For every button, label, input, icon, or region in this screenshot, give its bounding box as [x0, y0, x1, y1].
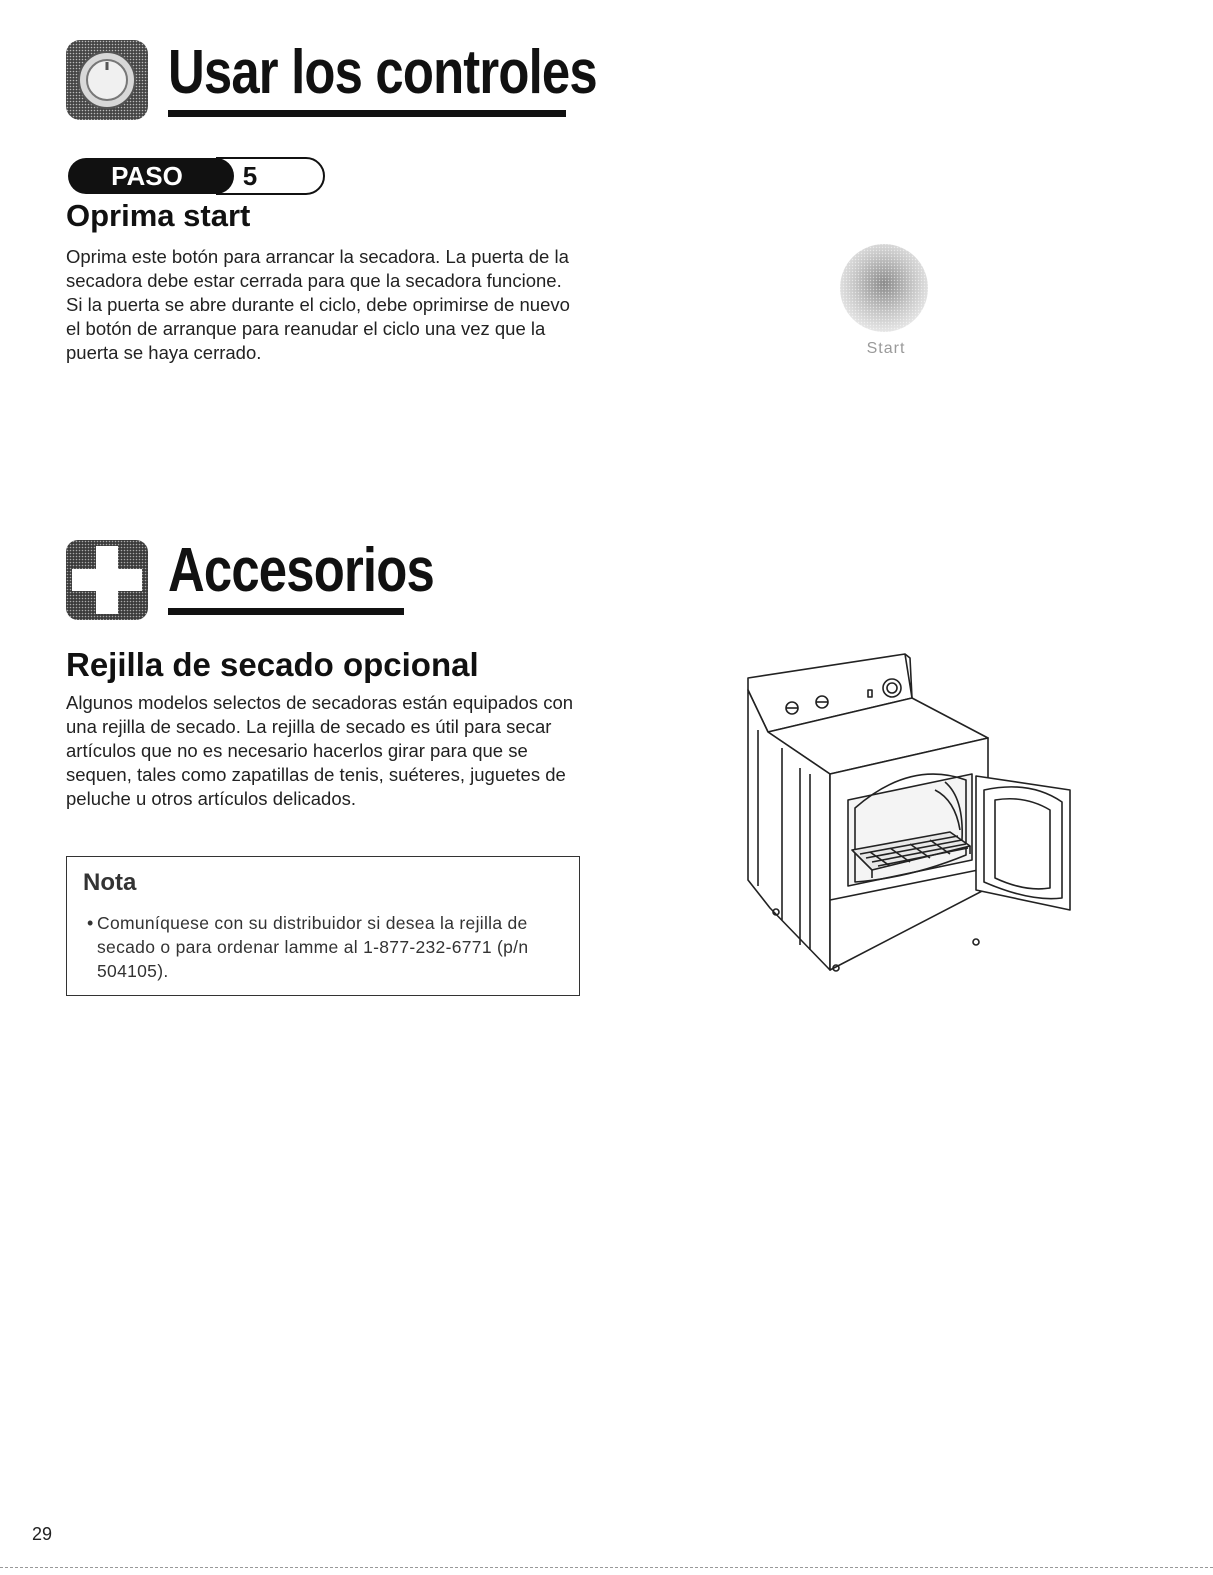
start-button-label: Start — [866, 340, 906, 357]
footer-divider — [0, 1567, 1213, 1568]
step-badge — [66, 156, 266, 196]
page-number: 29 — [32, 1524, 53, 1544]
press-start-paragraph: Oprima este botón para arrancar la secadora. La puerta de la secadora debe estar cerrada para que la secadora funcione. Si la puerta se abre durante el ciclo, debe oprimirse de nuevo el botón de arranque para reanudar el ciclo una vez que la puerta se haya cerrado. — [66, 246, 570, 363]
heading-drying-rack: Rejilla de secado opcional — [66, 646, 479, 683]
note-bullet: • — [87, 913, 94, 933]
step-number: 5 — [242, 161, 258, 191]
start-button-icon — [836, 240, 932, 336]
note-box — [66, 856, 580, 996]
section-title-accessories: Accesorios — [168, 536, 434, 605]
note-text: Comuníquese con su distribuidor si desea la rejilla de secado o para ordenar lamme al 1-877-232-6771 (p/n 504105). — [97, 913, 529, 981]
dryer-with-rack-illustration — [740, 650, 1090, 980]
accessories-plus-icon — [66, 540, 148, 620]
title-underline — [168, 110, 566, 117]
section-title-controls: Usar los controles — [168, 38, 597, 107]
drying-rack-paragraph: Algunos modelos selectos de secadoras están equipados con una rejilla de secado. La rejilla de secado es útil para secar artículos que no es necesario hacerlos girar para que se sequen, tales como zapatillas de tenis, suéteres, juguetes de peluche u otros artículos delicados. — [66, 692, 574, 809]
controls-dial-icon — [66, 40, 148, 120]
title-underline — [168, 608, 404, 615]
step-label: PASO — [111, 161, 183, 191]
note-title: Nota — [83, 869, 137, 896]
heading-press-start: Oprima start — [66, 198, 251, 233]
